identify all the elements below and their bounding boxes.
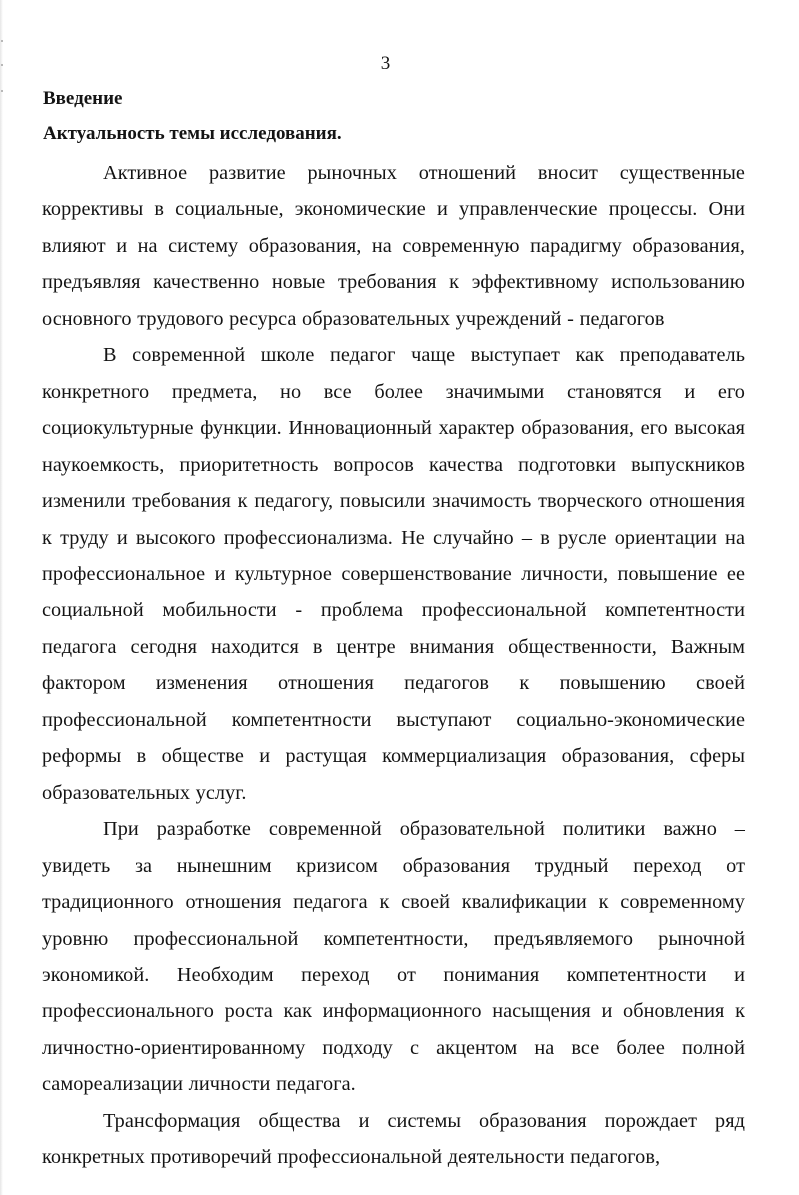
subheading: Актуальность темы исследования. [43,123,342,144]
paragraph: При разработке современной образовательной политики важно – увидеть за нынешним кризисом образования трудный переход от традиционного отношения педагога к своей квалификации к современному уровню профессиональной компетентности, предъявляемого рыночной экономикой. Необходим переход от понимания компетентности и профессионального роста как информационного насыщения и обновления к личностно-ориентированному подходу с акцентом на все более полной самореализации личности педагога. [42,818,745,1096]
body-text [42,155,745,1176]
paragraph: Активное развитие рыночных отношений вносит существенные коррективы в социальные, экономические и управленческие процессы. Они влияют и на систему образования, на современную парадигму образования, предъявляя качественно новые требования к эффективному использованию основного трудового ресурса образовательных учреждений - педагогов [42,162,745,330]
scan-edge [0,0,3,1195]
paragraph: Трансформация общества и системы образования порождает ряд конкретных противоречий профессиональной деятельности педагогов, [42,1109,745,1169]
page-number: 3 [380,53,391,74]
paragraph: В современной школе педагог чаще выступает как преподаватель конкретного предмета, но все более значимыми становятся и его социокультурные функции. Инновационный характер образования, его высокая наукоемкость, приоритетность вопросов качества подготовки выпускников изменили требования к педагогу, повысили значимость творческого отношения к труду и высокого профессионализма. Не случайно – в русле ориентации на профессиональное и культурное совершенствование личности, повышение ее социальной мобильности - проблема профессиональной компетентности педагога сегодня находится в центре внимания общественности, Важным фактором изменения отношения педагогов к повышению своей профессиональной компетентности выступают социально-экономические реформы в обществе и растущая коммерциализация образования, сферы образовательных услуг. [42,344,745,804]
scan-mark [1,90,3,92]
section-heading: Введение [43,88,123,109]
scan-mark [1,40,3,42]
